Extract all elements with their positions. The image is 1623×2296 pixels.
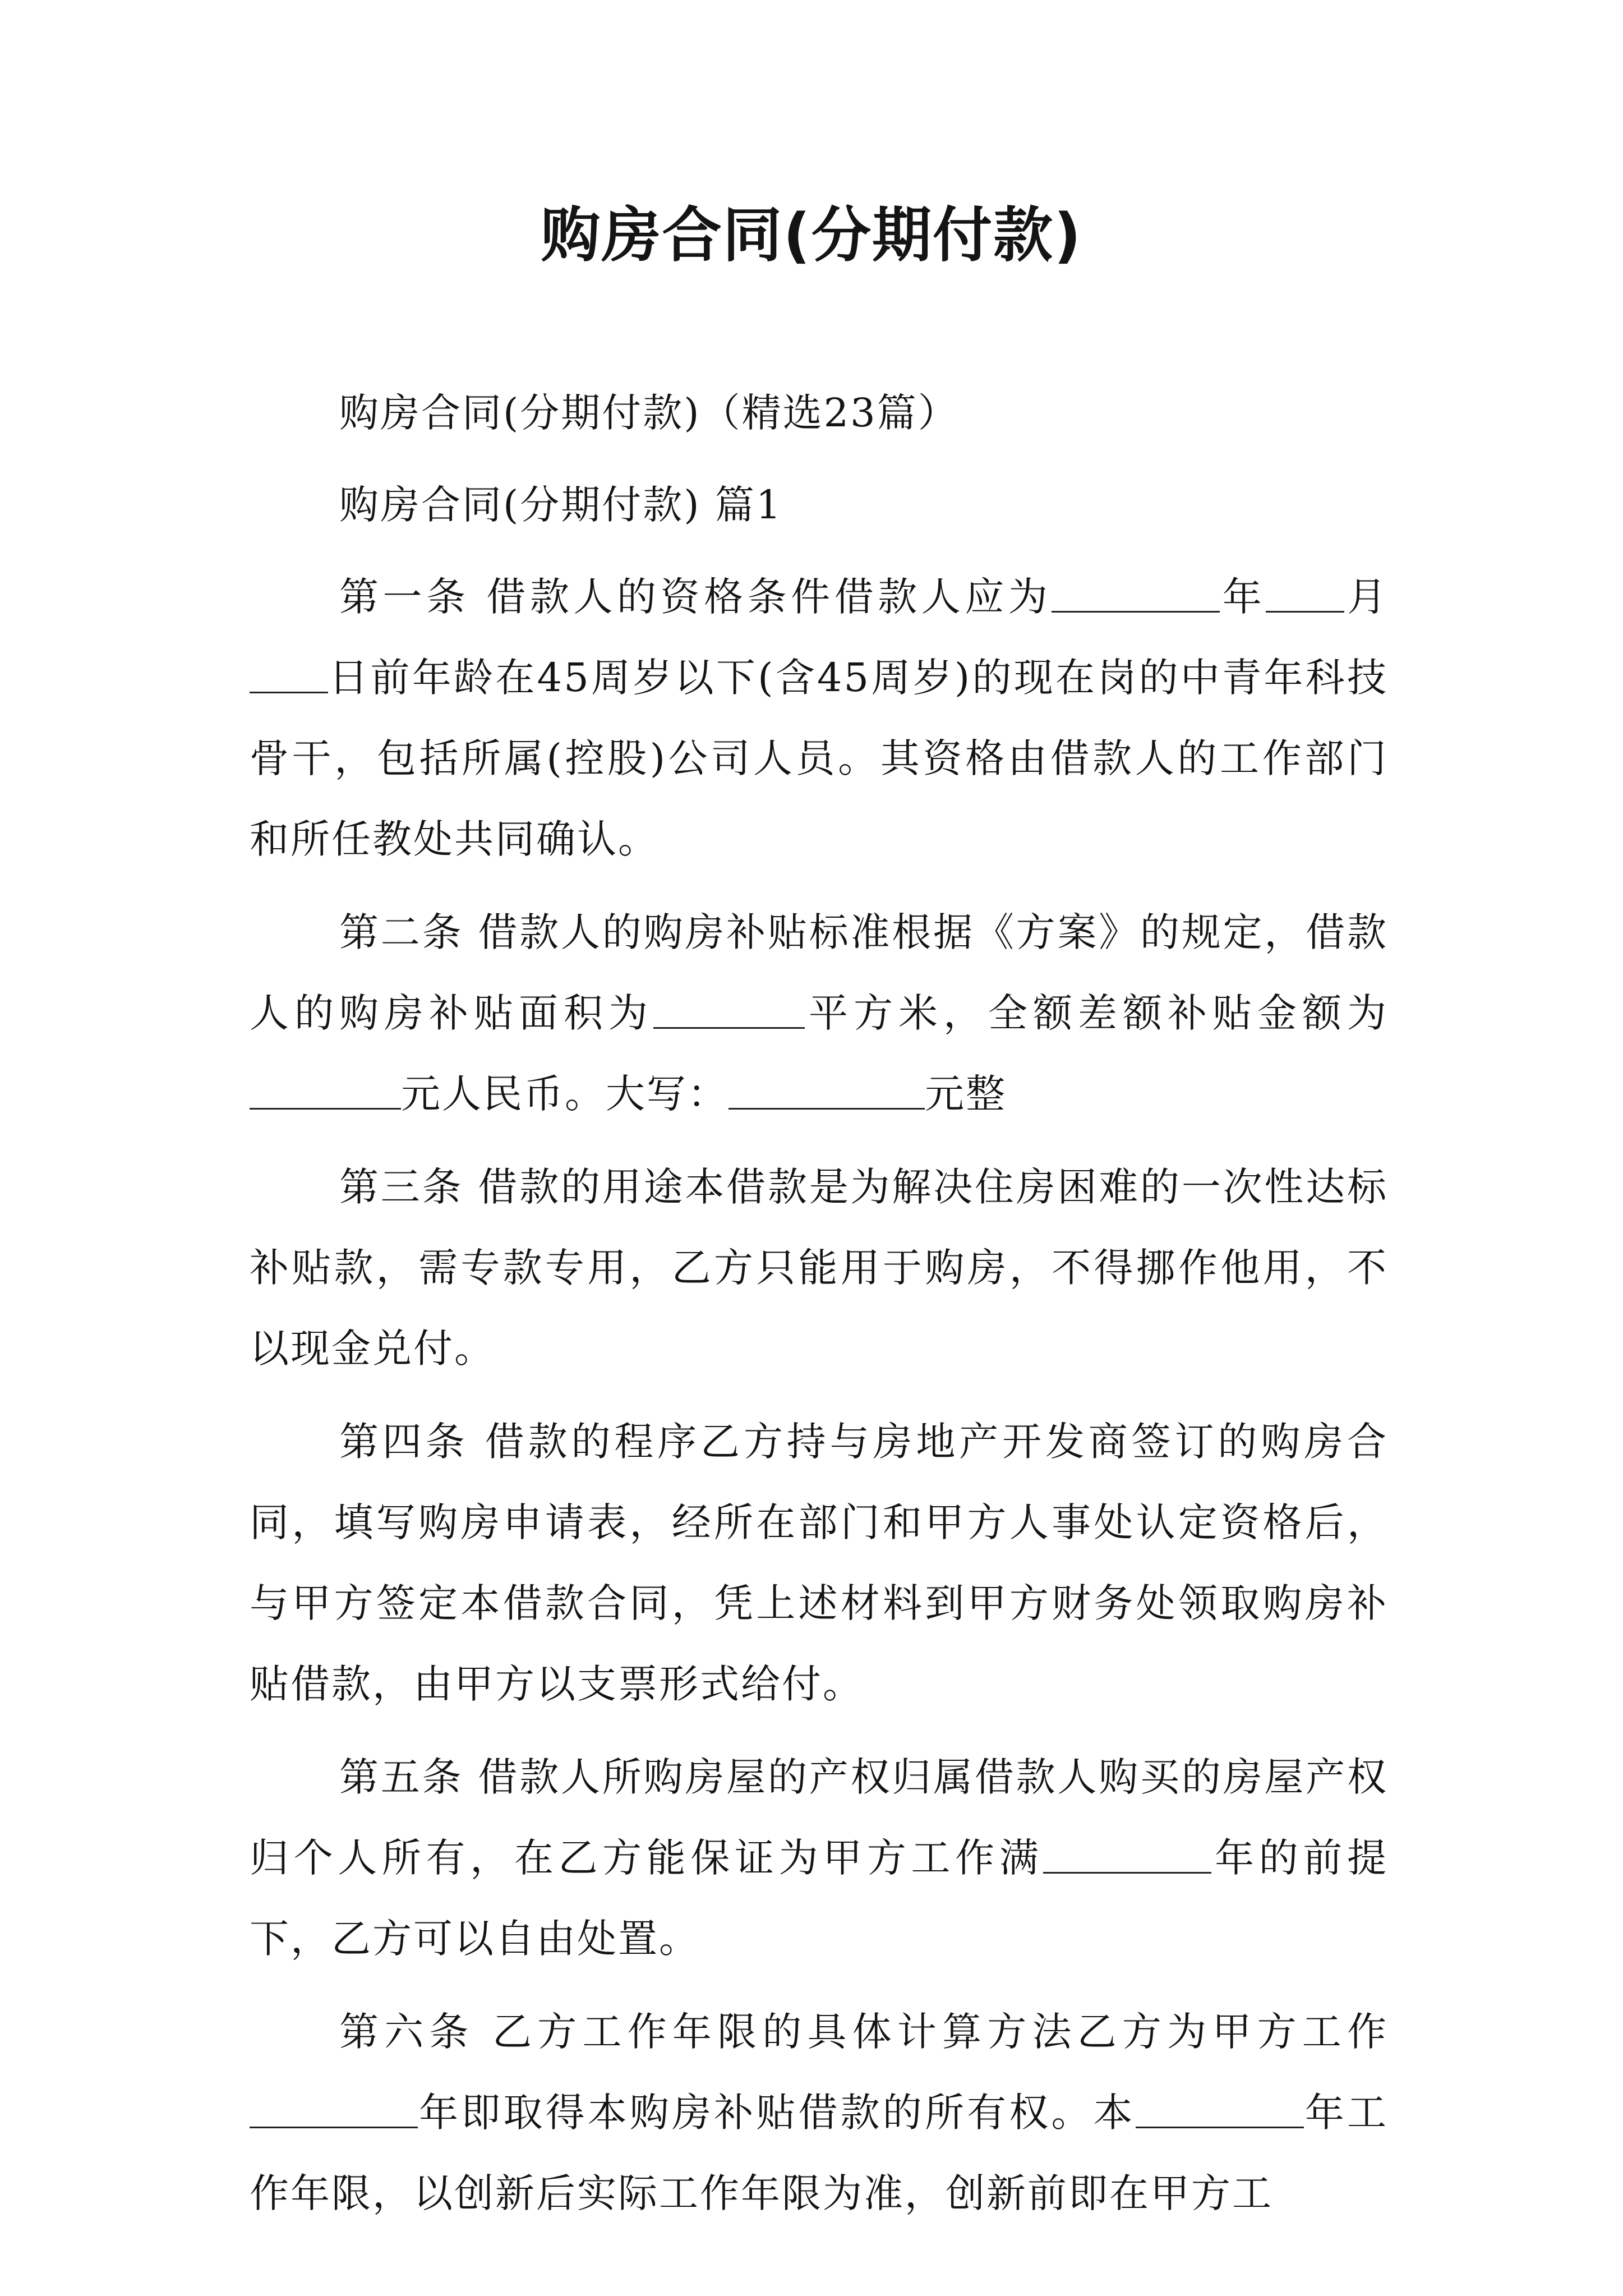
section-heading: 购房合同(分期付款) 篇1 [339,482,783,528]
article-5 [250,1737,1388,1979]
article-4: 第四条 借款的程序乙方持与房地产开发商签订的购房合同，填写购房申请表，经所在部门和甲方人事处认定资格后，与甲方签定本借款合同，凭上述材料到甲方财务处领取购房补贴借款，由甲方以支票形式给付。 [250,1419,1388,1707]
article-5-text-2: 年的前提下，乙方可以自由处置。 [250,1835,1389,1962]
article-1-text-1: 第一条 借款人的资格条件借款人应为 [339,574,1052,620]
article-6-text-3: 年工作年限，以创新后实际工作年限为准，创新前即在甲方工 [250,2090,1389,2216]
blank-line [1052,576,1220,613]
article-2-text-4: 元整 [925,1071,1007,1117]
article-1-text-2: 年 [1220,574,1266,620]
blank-line [728,1073,925,1110]
article-6 [250,1991,1388,2234]
article-2-text-3: 元人民币。大写： [401,1071,728,1117]
blank-line [1136,2091,1304,2128]
document-body [250,372,1388,2246]
article-1-text-3: 月 [1344,574,1389,620]
article-5-text-1: 第五条 借款人所购房屋的产权归属借款人购买的房屋产权归个人所有，在乙方能保证为甲方工作满 [250,1754,1388,1881]
article-6-text-2: 年即取得本购房补贴借款的所有权。本 [418,2090,1136,2136]
blank-line [653,992,805,1029]
article-2-text-1: 第二条 借款人的购房补贴标准根据《方案》的规定，借款人的购房补贴面积为 [250,909,1388,1036]
article-1 [250,556,1388,880]
blank-line [250,656,328,693]
blank-line [250,1073,401,1110]
article-3: 第三条 借款的用途本借款是为解决住房困难的一次性达标补贴款，需专款专用，乙方只能用于购房，不得挪作他用，不以现金兑付。 [250,1164,1388,1372]
article-2-text-2: 平方米，全额差额补贴金额为 [805,990,1388,1036]
document-subtitle: 购房合同(分期付款)（精选23篇） [339,390,959,436]
document-title: 购房合同(分期付款) [541,201,1082,270]
article-2 [250,892,1388,1134]
article-1-text-4: 日前年龄在45周岁以下(含45周岁)的现在岗的中青年科技骨干，包括所属(控股)公司人员。其资格由借款人的工作部门和所任教处共同确认。 [250,655,1388,862]
blank-line [250,2091,418,2128]
blank-line [1266,576,1344,613]
article-6-text-1: 第六条 乙方工作年限的具体计算方法乙方为甲方工作 [339,2009,1388,2055]
blank-line [1043,1837,1211,1874]
